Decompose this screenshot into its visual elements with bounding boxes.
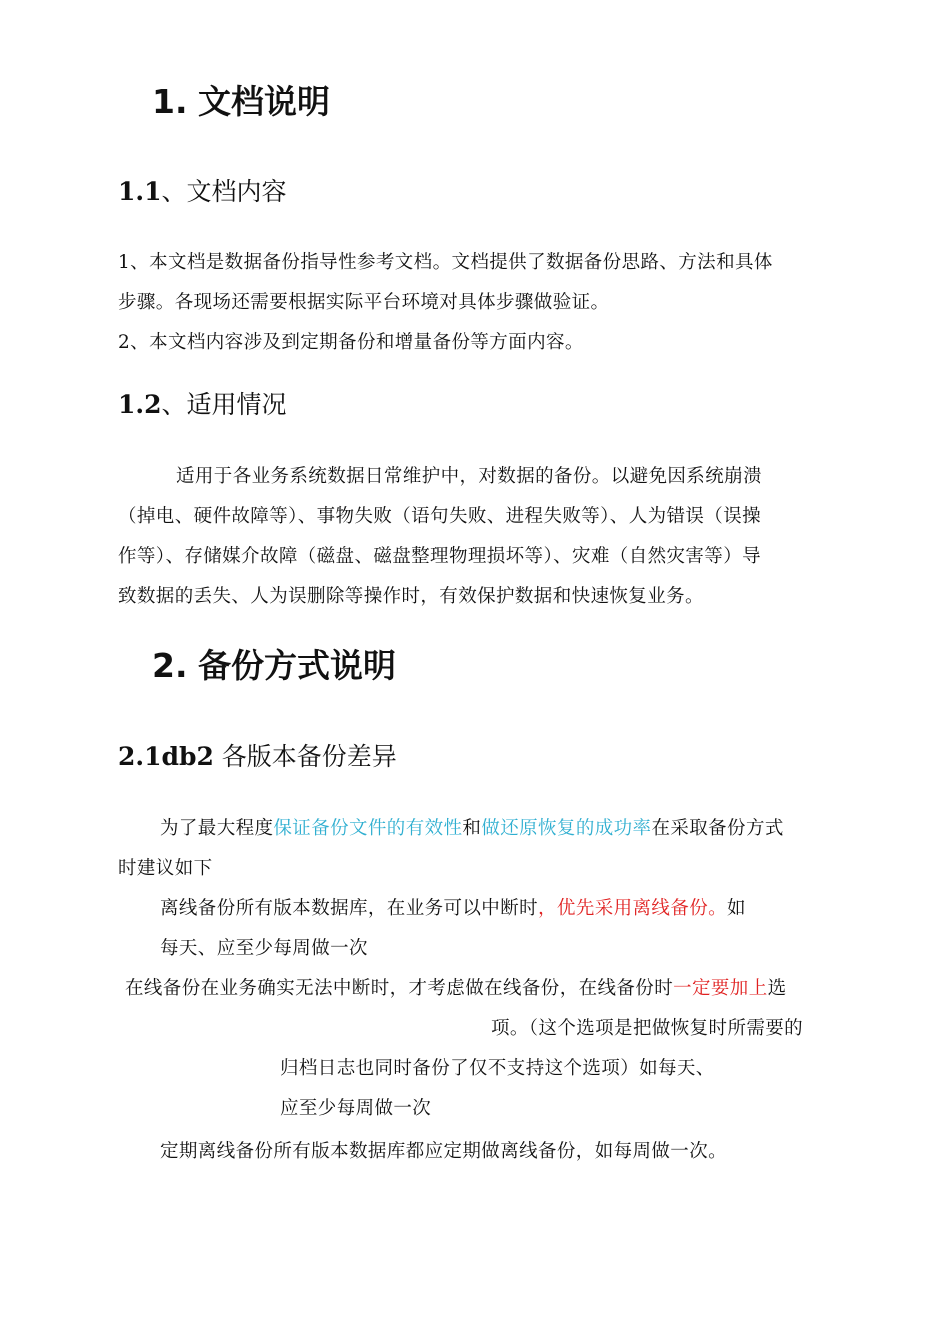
intro-highlight-validity: 保证备份文件的有效性 xyxy=(273,818,463,839)
intro-text: 为了最大程度 xyxy=(160,818,274,839)
heading-1-title: 文档说明 xyxy=(198,82,330,121)
paragraph-line: 适用于各业务系统数据日常维护中，对数据的备份。以避免因系统崩溃 xyxy=(176,466,762,487)
periodic-line: 定期离线备份所有版本数据库都应定期做离线备份，如每周做一次。 xyxy=(160,1141,728,1162)
heading-1-1 xyxy=(118,172,287,208)
heading-1-2-title: 、适用情况 xyxy=(161,390,287,419)
heading-1-number: 1. xyxy=(152,82,188,121)
offline-line-1 xyxy=(160,894,746,920)
heading-2-number: 2. xyxy=(152,646,188,685)
online-line-2: 项。（这个选项是把做恢复时所需要的 xyxy=(491,1018,804,1039)
heading-1-1-title: 、文档内容 xyxy=(161,177,287,206)
heading-2-1 xyxy=(118,737,397,773)
paragraph-line: 步骤。各现场还需要根据实际平台环境对具体步骤做验证。 xyxy=(118,292,610,313)
intro-line-1 xyxy=(160,814,784,840)
heading-1-2-number: 1.2 xyxy=(118,390,162,419)
intro-text: 和 xyxy=(462,818,482,839)
offline-highlight: ，优先采用离线备份。 xyxy=(538,898,728,919)
heading-2-title: 备份方式说明 xyxy=(198,646,396,685)
online-line-3: 归档日志也同时备份了仅不支持这个选项）如每天、 xyxy=(280,1058,715,1079)
heading-1-2 xyxy=(118,385,287,421)
offline-line-2: 每天、应至少每周做一次 xyxy=(160,938,368,959)
heading-2-1-title: 各版本备份差异 xyxy=(213,742,397,771)
paragraph-line: 2、本文档内容涉及到定期备份和增量备份等方面内容。 xyxy=(118,332,584,353)
paragraph-line: 1、本文档是数据备份指导性参考文档。文档提供了数据备份思路、方法和具体 xyxy=(118,252,773,273)
heading-1 xyxy=(152,76,330,123)
paragraph-line: 作等）、存储媒介故障（磁盘、磁盘整理物理损坏等）、灾难（自然灾害等）导 xyxy=(118,546,762,567)
paragraph-line: 致数据的丢失、人为误删除等操作时，有效保护数据和快速恢复业务。 xyxy=(118,586,704,607)
intro-highlight-success-rate: 做还原恢复的成功率 xyxy=(481,818,652,839)
offline-text: 如 xyxy=(727,898,746,919)
online-highlight: 一定要加上 xyxy=(673,978,768,999)
heading-2 xyxy=(152,640,396,687)
paragraph-line: （掉电、硬件故障等）、事物失败（语句失败、进程失败等）、人为错误（误操 xyxy=(118,506,762,527)
online-text: 在线备份在业务确实无法中断时，才考虑做在线备份，在线备份时 xyxy=(125,978,674,999)
online-line-4: 应至少每周做一次 xyxy=(280,1098,432,1119)
heading-1-1-number: 1.1 xyxy=(118,177,162,206)
intro-text: 在采取备份方式 xyxy=(651,818,784,839)
intro-line-2: 时建议如下 xyxy=(118,858,213,879)
online-text: 选 xyxy=(767,978,787,999)
heading-2-1-number: 2.1db2 xyxy=(118,742,214,771)
offline-text: 离线备份所有版本数据库，在业务可以中断时 xyxy=(160,898,539,919)
online-line-1 xyxy=(125,974,787,1000)
